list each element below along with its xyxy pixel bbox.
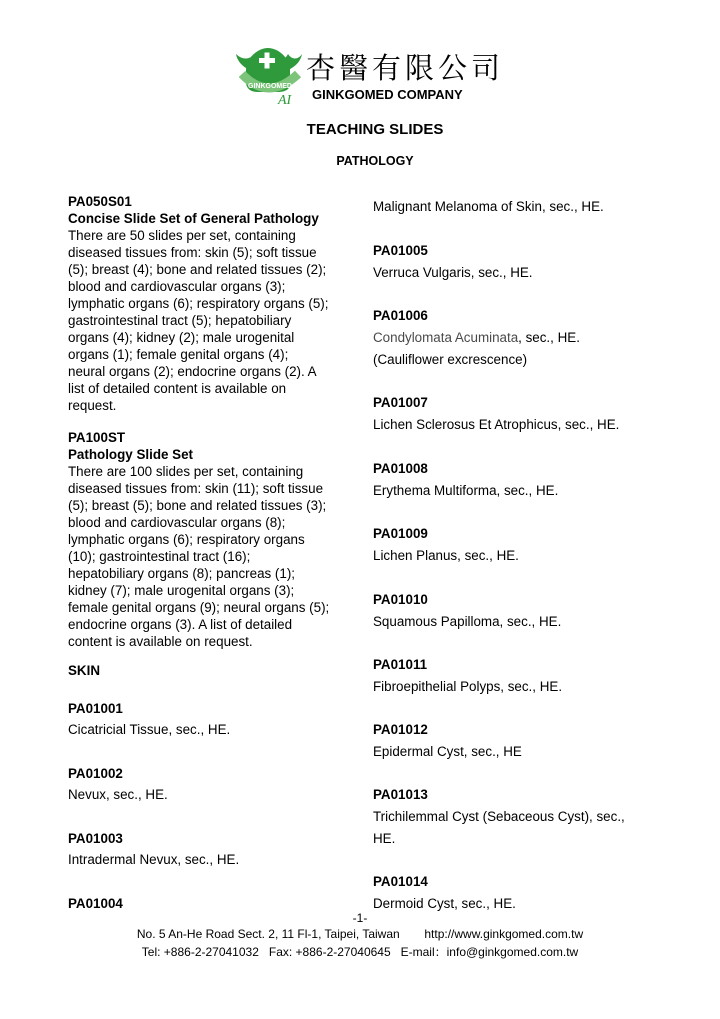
footer-address-line <box>0 927 720 941</box>
item-code: PA01009 <box>373 526 428 541</box>
item-desc-suffix: , sec., HE. <box>518 330 580 345</box>
item-desc: Fibroepithelial Polyps, sec., HE. <box>373 679 563 694</box>
item-code: PA01014 <box>373 874 428 889</box>
page-title: TEACHING SLIDES <box>306 121 444 138</box>
ginkgomed-logo <box>232 44 304 106</box>
item-code: PA01007 <box>373 395 428 410</box>
item-desc-continued: Malignant Melanoma of Skin, sec., HE. <box>373 199 604 214</box>
logo-letter: AI <box>278 93 292 106</box>
item-code: PA01008 <box>373 461 428 476</box>
set-desc-line: kidney (7); male urogenital organs (3); <box>68 583 295 598</box>
footer-website[interactable]: http://www.ginkgomed.com.tw <box>424 927 584 941</box>
set-desc-line: There are 100 slides per set, containing <box>68 464 304 479</box>
set-desc-line: (5); breast (5); bone and related tissues (3); <box>68 498 327 513</box>
set-code: PA050S01 <box>68 194 132 209</box>
item-desc: Epidermal Cyst, sec., HE <box>373 744 522 759</box>
company-name-chinese: 杏醫有限公司 <box>306 51 505 85</box>
set-desc-line: gastrointestinal tract (5); hepatobiliary <box>68 313 292 328</box>
set-desc-line: (5); breast (4); bone and related tissues (2); <box>68 262 327 277</box>
item-desc: Lichen Planus, sec., HE. <box>373 548 519 563</box>
item-desc: Squamous Papilloma, sec., HE. <box>373 614 562 629</box>
set-code: PA100ST <box>68 430 126 445</box>
set-desc-line: list of detailed content is available on <box>68 381 287 396</box>
set-name: Pathology Slide Set <box>68 447 194 462</box>
item-code: PA01006 <box>373 308 428 323</box>
set-desc-line: diseased tissues from: skin (5); soft tissue <box>68 245 317 260</box>
set-name: Concise Slide Set of General Pathology <box>68 211 319 226</box>
set-desc-line: There are 50 slides per set, containing <box>68 228 296 243</box>
item-desc: Verruca Vulgaris, sec., HE. <box>373 265 533 280</box>
item-code: PA01010 <box>373 592 428 607</box>
set-desc-line: female genital organs (9); neural organs (5); <box>68 600 330 615</box>
item-desc-term: Condylomata Acuminata <box>373 330 519 345</box>
item-code: PA01001 <box>68 701 123 716</box>
set-desc-line: lymphatic organs (6); respiratory organs (5); <box>68 296 329 311</box>
item-desc: Trichilemmal Cyst (Sebaceous Cyst), sec., <box>373 809 625 824</box>
item-desc: Erythema Multiforma, sec., HE. <box>373 483 559 498</box>
item-code: PA01011 <box>373 657 428 672</box>
item-desc: (Cauliflower excrescence) <box>373 352 528 367</box>
item-desc: Dermoid Cyst, sec., HE. <box>373 896 516 911</box>
item-desc: Nevux, sec., HE. <box>68 787 168 802</box>
item-code: PA01004 <box>68 896 123 911</box>
set-desc-line: (10); gastrointestinal tract (16); <box>68 549 251 564</box>
set-desc-line: diseased tissues from: skin (11); soft tissue <box>68 481 324 496</box>
set-desc-line: blood and cardiovascular organs (8); <box>68 515 286 530</box>
page-number: -1- <box>352 911 368 925</box>
company-name: GINKGOMED COMPANY <box>312 87 463 102</box>
item-code: PA01003 <box>68 831 123 846</box>
item-desc: HE. <box>373 831 396 846</box>
footer-contact: Tel: +886-2-27041032 Fax: +886-2-27040645 E-mail：info@ginkgomed.com.tw <box>141 945 579 959</box>
section-heading: SKIN <box>68 663 100 678</box>
item-desc: Lichen Sclerosus Et Atrophicus, sec., HE. <box>373 417 620 432</box>
set-desc-line: neural organs (2); endocrine organs (2). A <box>68 364 317 379</box>
set-desc-line: endocrine organs (3). A list of detailed <box>68 617 293 632</box>
logo-text: GINKGOMED <box>248 83 292 90</box>
item-code: PA01012 <box>373 722 428 737</box>
set-desc-line: organs (4); kidney (2); male urogenital <box>68 330 295 345</box>
set-desc-line: content is available on request. <box>68 634 253 649</box>
set-desc-line: blood and cardiovascular organs (3); <box>68 279 286 294</box>
item-code: PA01013 <box>373 787 428 802</box>
footer-address: No. 5 An-He Road Sect. 2, 11 Fl-1, Taipei, Taiwan <box>136 927 400 941</box>
item-desc: Intradermal Nevux, sec., HE. <box>68 852 240 867</box>
item-desc <box>373 329 580 346</box>
set-desc-line: lymphatic organs (6); respiratory organs <box>68 532 305 547</box>
set-desc-line: organs (1); female genital organs (4); <box>68 347 289 362</box>
set-desc-line: request. <box>68 398 117 413</box>
item-code: PA01002 <box>68 766 123 781</box>
set-desc-line: hepatobiliary organs (8); pancreas (1); <box>68 566 296 581</box>
item-code: PA01005 <box>373 243 428 258</box>
page-subtitle: PATHOLOGY <box>336 154 414 168</box>
item-desc: Cicatricial Tissue, sec., HE. <box>68 722 231 737</box>
